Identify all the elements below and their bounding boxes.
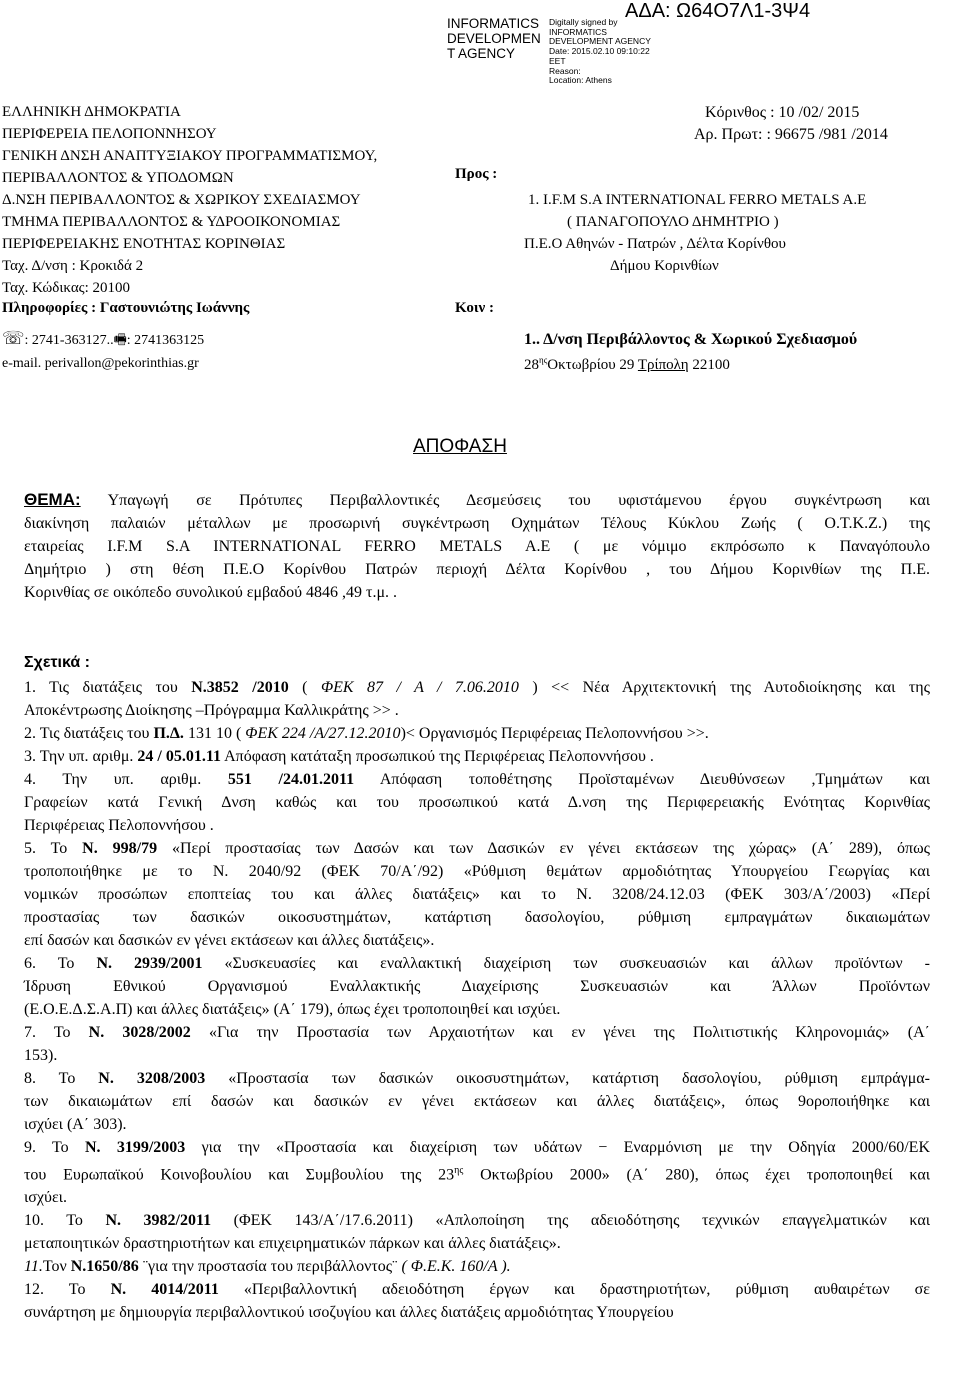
related-item-text: 153).: [24, 1047, 58, 1064]
digital-signature: [447, 16, 662, 86]
related-item-line: [24, 1090, 930, 1113]
signature-detail: Location: Athens: [549, 75, 612, 86]
related-item-text: 6. Το: [24, 955, 97, 972]
fax-icon: 🖷: [113, 333, 127, 348]
related-item-line: [24, 699, 930, 722]
related-item-text: 8. Το: [24, 1070, 99, 1087]
related-item-text: 3208/2003: [136, 1070, 206, 1087]
signature-line: T AGENCY: [447, 46, 516, 61]
related-item-line: [24, 1232, 930, 1255]
koin-label: Κοιν :: [455, 300, 494, 316]
header-line: Ταχ. Δ/νση : Κροκιδά 2: [2, 258, 144, 274]
related-item-text: Ν.3852 /2010: [191, 679, 289, 696]
related-item-line: [24, 1113, 930, 1136]
protocol-line: Αρ. Πρωτ: : 96675 /981 /2014: [694, 126, 888, 143]
subject-paragraph: [24, 488, 930, 604]
signature-stamp: [447, 16, 547, 61]
related-item-text: Ν.: [88, 1024, 105, 1041]
related-item-text: 4014/2011: [151, 1281, 219, 1299]
related-item-text: 11.: [24, 1258, 43, 1276]
related-item-text: 24 / 05.01.11: [137, 748, 221, 765]
related-item-text: ( Φ.Ε.Κ. 160/Α ).: [401, 1258, 511, 1276]
related-item-text: 3199/2003: [116, 1139, 186, 1156]
subject-text: Υπαγωγή σε Πρότυπες Περιβαλλοντικές Δεσμεύσεις του υφιστάμενου έργου συγκέντρωση και: [107, 492, 931, 509]
related-item-line: [24, 1301, 930, 1324]
subject-line: Δημήτριο ) στη θέση Π.Ε.Ο Κορίνθου Πατρών περιοχή Δέλτα Κορίνθου , του Δήμου Κορινθίων της Π.Ε.: [24, 561, 930, 578]
header-line: Ταχ. Κώδικας: 20100: [2, 280, 131, 296]
related-item-text: Π.Δ.: [153, 725, 184, 742]
related-item-text: 998/79: [112, 840, 158, 857]
subject-label: ΘΕΜΑ:: [24, 490, 81, 509]
related-item-text: ΦΕΚ 224 /Α/27.12.2010: [245, 725, 401, 742]
related-item-text: [101, 1139, 117, 1156]
cc-zip: 22100: [688, 357, 730, 373]
signature-detail: Reason:: [549, 65, 581, 76]
related-item-line: [24, 814, 930, 837]
email-address: e-mail. perivallon@pekorinthias.gr: [2, 356, 199, 371]
related-item-text: «Περιβαλλοντική αδειοδότηση έργων και δραστηριοτήτων, ρύθμιση αυθαιρέτων σε: [218, 1281, 931, 1299]
cc-line: 1.. Δ/νση Περιβάλλοντος & Χωρικού Σχεδιασμού: [524, 331, 858, 348]
header-line: ΓΕΝΙΚΗ ΔΝΣΗ ΑΝΑΠΤΥΞΙΑΚΟΥ ΠΡΟΓΡΑΜΜΑΤΙΣΜΟΥ,: [2, 148, 378, 164]
related-label: Σχετικά :: [24, 654, 90, 671]
related-item-line: [24, 1044, 930, 1067]
related-item-text: [98, 840, 113, 857]
related-item-line: [24, 1136, 930, 1159]
header-line: ΠΕΡΙΦΕΡΕΙΑΚΗΣ ΕΝΟΤΗΤΑΣ ΚΟΡΙΝΘΙΑΣ: [2, 236, 286, 252]
ada-code: ΑΔΑ: Ω64Ο7Λ1-3Ψ4: [625, 0, 811, 22]
header-line: ΕΛΛΗΝΙΚΗ ΔΗΜΟΚΡΑΤΙΑ: [2, 104, 181, 120]
related-item-text: Ίδρυση Εθνικού Οργανισμού Εναλλακτικής Διαχείρισης Συσκευασιών και Άλλων Προϊόντων: [24, 978, 930, 995]
cc-city: Τρίπολη: [637, 357, 689, 373]
related-item-line: [24, 768, 930, 791]
header-line: ΠΕΡΙΒΑΛΛΟΝΤΟΣ & ΥΠΟΔΟΜΩΝ: [2, 170, 234, 186]
related-item-text: [114, 1070, 137, 1087]
related-item-text: (: [288, 679, 321, 696]
related-item-text: Περιφέρειας Πελοποννήσου .: [24, 817, 214, 834]
header-line: Πληροφορίες : Γαστουνιώτης Ιωάννης: [2, 300, 250, 316]
related-item-text: ισχύει (Α΄ 303).: [24, 1116, 127, 1133]
related-item-text: )< Οργανισμός Περιφέρειας Πελοποννήσου >>.: [400, 725, 709, 742]
related-item-line: [24, 1186, 930, 1209]
related-item-text: 3982/2011: [143, 1212, 212, 1230]
related-item-text: Οκτωβρίου 2000» (Α΄ 280), όπως έχει τροποποιηθεί και: [463, 1166, 931, 1184]
related-item-line: [24, 1067, 930, 1090]
related-item-text: ισχύει.: [24, 1189, 67, 1207]
cc-street: Οκτωβρίου 29: [547, 357, 638, 373]
related-item-text: 1. Τις διατάξεις του: [24, 679, 192, 696]
related-item-text: «Για την Προστασία των Αρχαιοτήτων και εν γένει της Πολιτιστικής Κληρονομιάς» (Α΄: [190, 1024, 930, 1041]
related-item-text: 3. Την υπ. αριθμ.: [24, 748, 138, 765]
related-item-line: [24, 1209, 930, 1232]
related-item-text: ης: [454, 1165, 464, 1176]
related-item-text: 2939/2001: [134, 955, 203, 972]
signature-detail: INFORMATICS: [549, 26, 607, 37]
cc-day: 28: [524, 357, 539, 373]
signature-details: [549, 18, 651, 86]
related-item-text: 7. Το: [24, 1024, 89, 1041]
related-item-text: Αποκέντρωσης Διοίκησης –Πρόγραμμα Καλλικράτης >> .: [24, 702, 399, 719]
related-item-text: 5. Το: [24, 840, 83, 857]
related-item-line: [24, 1159, 930, 1186]
related-item-text: 131 10 (: [183, 725, 246, 742]
related-item-text: Ν.: [98, 1070, 114, 1087]
related-item-text: 3028/2002: [122, 1024, 191, 1041]
related-item-text: Τον: [42, 1258, 71, 1276]
recipient-line: ( ΠΑΝΑΓΟΠΟΥΛΟ ΔΗΜΗΤΡΙΟ ): [567, 214, 779, 230]
header-line: ΤΜΗΜΑ ΠΕΡΙΒΑΛΛΟΝΤΟΣ & ΥΔΡΟΟΙΚΟΝΟΜΙΑΣ: [2, 214, 341, 230]
related-item-line: [24, 722, 930, 745]
related-item-text: [112, 955, 134, 972]
related-item-text: 551 /24.01.2011: [227, 771, 355, 788]
related-item-text: Ν.: [110, 1281, 127, 1299]
phone-number: : 2741-363127..: [24, 333, 114, 348]
related-item-text: (Ε.Ο.Ε.Δ.Σ.Α.Π) και άλλες διατάξεις» (Α΄ 179), όπως έχει τροποποιηθεί και ισχύει.: [24, 1001, 561, 1018]
related-item-line: [24, 1021, 930, 1044]
related-item-text: Ν.: [82, 840, 98, 857]
subject-line: [24, 488, 930, 512]
contact-line: [2, 328, 204, 353]
subject-line: Κορινθίας σε οικόπεδο συνολικού εμβαδού 4846 ,49 τ.μ. .: [24, 584, 398, 601]
subject-line: εταιρείας Ι.F.M S.A INTERNATIONAL FERRO METALS A.E ( με νόμιμο εκπρόσωπο κ Παναγόπουλο: [24, 538, 930, 555]
signature-detail: Digitally signed by: [549, 17, 618, 27]
signature-detail: Date: 2015.02.10 09:10:22: [549, 46, 650, 57]
date-line: Κόρινθος : 10 /02/ 2015: [705, 104, 860, 121]
subject-line: διακίνηση παλαιών μέταλλων με προσωρινή συγκέντρωση Οχημάτων Τέλους Κύκλου Ζωής ( Ο.Τ.Κ.Ζ.) της: [24, 515, 930, 532]
related-items-list: [24, 676, 930, 1324]
related-item-text: 2. Τις διατάξεις του: [24, 725, 154, 742]
recipient-line: Π.Ε.Ο Αθηνών - Πατρών , Δέλτα Κορίνθου: [524, 236, 786, 252]
related-item-line: [24, 1255, 930, 1278]
related-item-line: [24, 883, 930, 906]
recipient-line: 1. Ι.F.M S.A INTERNATIONAL FERRO METALS A.E: [528, 192, 867, 208]
cc-superscript: ης: [539, 355, 548, 365]
related-item-text: συνάρτηση με δημιουργία περιβαλλοντικού ισοζυγίου και άλλες διατάξεις αρμοδιότητας Υπουργείου: [24, 1304, 674, 1322]
header-line: ΠΕΡΙΦΕΡΕΙΑ ΠΕΛΟΠΟΝΝΗΣΟΥ: [2, 126, 217, 142]
related-item-text: επί δασών και δασικών εν γένει εκτάσεων και άλλες διατάξεις».: [24, 932, 435, 949]
related-item-line: [24, 791, 930, 814]
fax-number: : 2741363125: [126, 333, 205, 348]
related-item-text: ¨για την προστασία του περιβάλλοντος¨: [138, 1258, 402, 1276]
related-item-text: (ΦΕΚ 143/Α΄/17.6.2011) «Απλοποίηση της αδειοδότησης τεχνικών επαγγελματικών και: [211, 1212, 931, 1230]
related-item-text: «Περί προστασίας των Δασών και των Δασικών εν γένει εκτάσεων της χώρας» (Α΄ 289), όπως: [157, 840, 930, 857]
related-item-text: 4. Την υπ. αριθμ.: [24, 771, 228, 788]
related-item-line: [24, 676, 930, 699]
signature-line: DEVELOPMEN: [447, 31, 541, 46]
related-item-text: του Ευρωπαϊκού Κοινοβουλίου και Συμβουλίου της 23: [24, 1166, 455, 1184]
related-item-text: Ν.: [105, 1212, 121, 1230]
related-item-text: ) << Νέα Αρχιτεκτονική της Αυτοδιοίκησης και της: [518, 679, 931, 696]
related-item-text: Ν.1650/86: [70, 1258, 139, 1276]
related-item-line: [24, 998, 930, 1021]
related-item-text: Ν.: [96, 955, 113, 972]
related-item-text: «Συσκευασίες και εναλλακτική διαχείριση των συσκευασιών και άλλων προϊόντων -: [202, 955, 930, 972]
related-item-line: [24, 837, 930, 860]
related-item-line: [24, 906, 930, 929]
related-item-line: [24, 952, 930, 975]
related-item-text: προστασίας των δασικών οικοσυστημάτων, κατάρτιση δασολογίου, ρύθμιση εμπραγμάτων δικαιωμάτων: [24, 909, 930, 926]
related-item-text: 12. Το: [24, 1281, 111, 1299]
related-item-text: «Προστασία των δασικών οικοσυστημάτων, κατάρτιση δασολογίου, ρύθμιση εμπράγμα-: [205, 1070, 931, 1087]
related-item-text: [121, 1212, 144, 1229]
decision-title: ΑΠΟΦΑΣΗ: [413, 436, 507, 457]
related-item-text: [104, 1024, 122, 1041]
related-item-text: Απόφαση κατάταξη προσωπικού της Περιφέρειας Πελοποννήσου .: [220, 748, 654, 765]
related-item-text: 9. Το: [24, 1139, 85, 1156]
related-item-line: [24, 929, 930, 952]
related-item-text: Γραφείων κατά Γενική Δνση καθώς και του προσωπικού κατά Δ.νση της Περιφερειακής Ενότητας Κορινθίας: [24, 794, 930, 811]
related-item-text: τροποποιήθηκε με το Ν. 2040/92 (ΦΕΚ 70/Α΄/92) «Ρύθμιση θεμάτων αρμοδιότητας Υπουργείου Γεωργίας και: [24, 863, 930, 880]
related-item-text: ΦΕΚ 87 / Α / 7.06.2010: [320, 679, 519, 696]
related-item-text: νομικών προσώπων εποπτείας του και άλλες διατάξεις» και το Ν. 3208/24.12.03 (ΦΕΚ 303/Α΄/2003) «Περί: [24, 886, 930, 903]
signature-detail: EET: [549, 55, 566, 66]
header-line: Δ.ΝΣΗ ΠΕΡΙΒΑΛΛΟΝΤΟΣ & ΧΩΡΙΚΟΥ ΣΧΕΔΙΑΣΜΟΥ: [2, 192, 361, 208]
cc-address: [524, 355, 730, 374]
pros-label: Προς :: [455, 166, 498, 182]
related-item-text: μεταποιητικών δραστηριοτήτων και επιχειρηματικών πάρκων και άλλες διατάξεις».: [24, 1235, 561, 1253]
signature-line: INFORMATICS: [447, 16, 539, 31]
related-item-text: 10. Το: [24, 1212, 106, 1230]
related-item-line: [24, 975, 930, 998]
related-item-line: [24, 745, 930, 768]
related-item-text: [126, 1281, 151, 1298]
signature-detail: DEVELOPMENT AGENCY: [549, 36, 651, 47]
related-item-text: Ν.: [84, 1139, 101, 1156]
recipient-line: Δήμου Κορινθίων: [610, 258, 719, 274]
related-item-text: για την «Προστασία και διαχείριση των υδάτων − Εναρμόνιση με την Οδηγία 2000/60/ΕΚ: [185, 1139, 931, 1156]
related-item-line: [24, 860, 930, 883]
phone-icon: ☏: [2, 328, 25, 348]
related-item-text: των δικαιωμάτων επί δασών και δασικών εν γένει εκτάσεων και άλλες διατάξεις», όπως 9οροποιήθηκε και: [24, 1093, 930, 1110]
related-item-line: [24, 1278, 930, 1301]
related-item-text: Απόφαση τοποθέτησης Προϊσταμένων Διευθύνσεων ,Τμημάτων και: [354, 771, 931, 788]
